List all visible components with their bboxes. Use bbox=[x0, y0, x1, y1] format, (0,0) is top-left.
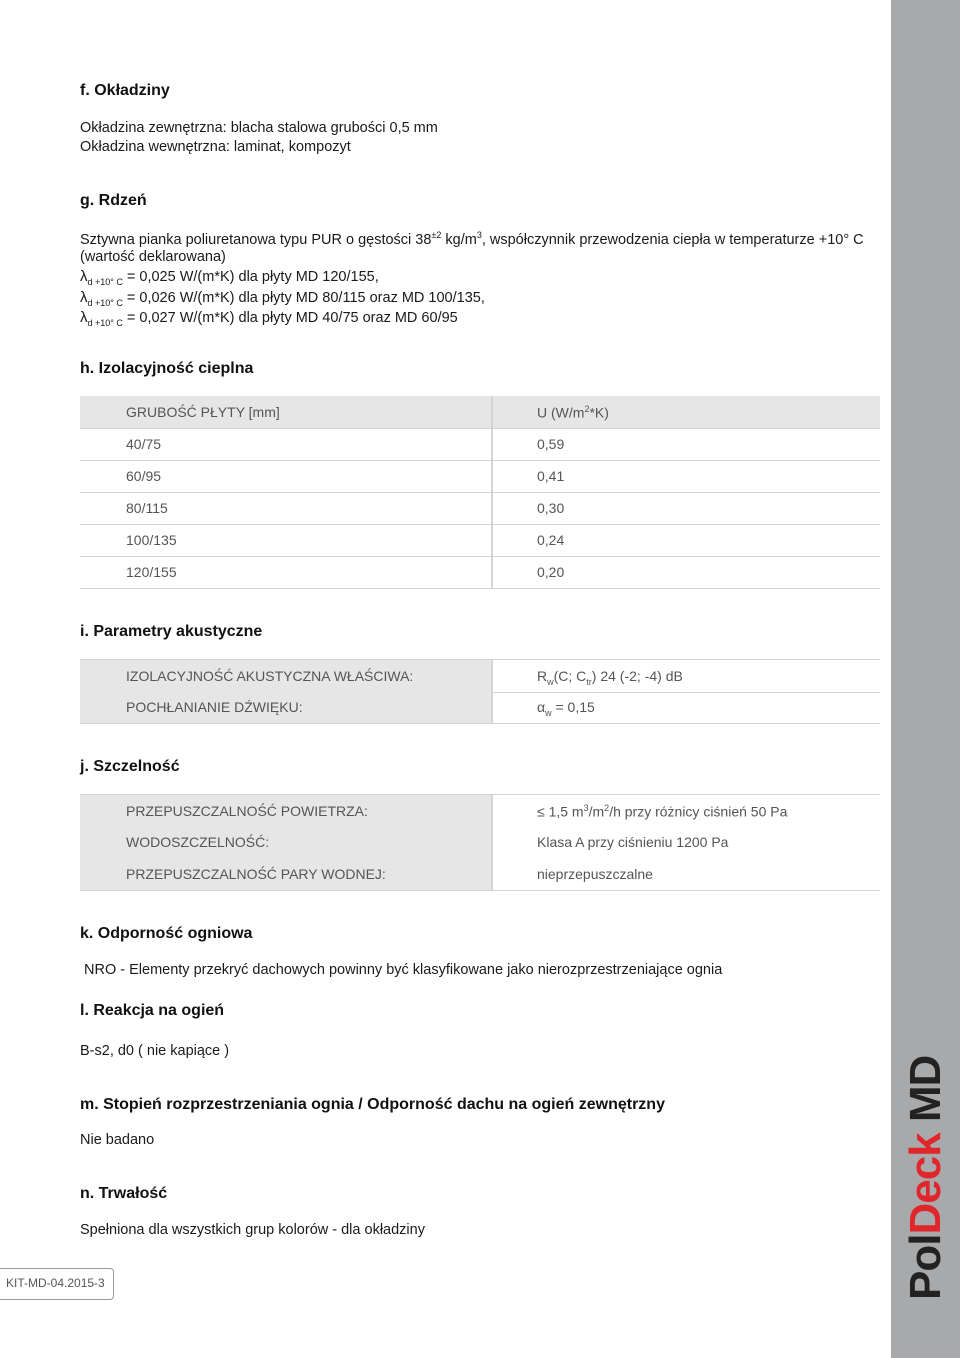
thermal-row: 80/115 0,30 bbox=[80, 492, 880, 525]
section-f-line-2: Okładzina wewnętrzna: laminat, kompozyt bbox=[80, 139, 351, 155]
sound-absorption-label: POCHŁANIANIE DŹWIĘKU: bbox=[126, 699, 303, 715]
thermal-table-header bbox=[80, 396, 880, 429]
tightness-row bbox=[80, 858, 880, 891]
vapour-permeability-value: nieprzepuszczalne bbox=[537, 866, 653, 882]
tightness-row bbox=[80, 794, 880, 827]
section-m-text: Nie badano bbox=[80, 1132, 155, 1148]
section-f-heading: f. Okładziny bbox=[80, 82, 170, 99]
lambda-line-3: $\lambda_{d +10^\circ C} = 0,027$ W/(m*K) dla płyty MD 40/75 oraz MD 60/95 bbox=[80, 309, 458, 328]
section-k-text: NRO - Elementy przekryć dachowych powinny być klasyfikowane jako nierozprzestrzeniające ognia bbox=[84, 962, 723, 978]
lambda-line-2: $\lambda_{d +10^\circ C} = 0,026$ W/(m*K) dla płyty MD 80/115 oraz MD 100/135, bbox=[80, 289, 485, 308]
poldeck-md-logo bbox=[892, 996, 960, 1302]
air-permeability-value: ≤ 1,5 $m^3/m^2/h$ przy różnicy ciśnień 50 Pa bbox=[537, 803, 788, 820]
section-m-heading: m. Stopień rozprzestrzeniania ognia / Odporność dachu na ogień zewnętrzny bbox=[80, 1096, 665, 1113]
section-n-text: Spełniona dla wszystkich grup kolorów - dla okładziny bbox=[80, 1222, 425, 1238]
document-code-tag bbox=[0, 1268, 114, 1300]
thermal-col-u: U $(W/m^2*K)$ bbox=[537, 404, 609, 421]
thermal-row: 120/155 0,20 bbox=[80, 556, 880, 589]
vapour-permeability-label: PRZEPUSZCZALNOŚĆ PARY WODNEJ: bbox=[126, 866, 386, 882]
section-g-intro: Sztywna pianka poliuretanowa typu PUR o gęstości $38^{\pm 2}$ $kg/m^3$, współczynnik przewodzenia ciepła w temperaturze +10° C bbox=[80, 230, 864, 248]
thermal-row: 60/95 0,41 bbox=[80, 460, 880, 493]
section-n-heading: n. Trwałość bbox=[80, 1185, 168, 1202]
acoustic-insulation-label: IZOLACYJNOŚĆ AKUSTYCZNA WŁAŚCIWA: bbox=[126, 668, 414, 684]
air-permeability-label: PRZEPUSZCZALNOŚĆ POWIETRZA: bbox=[126, 803, 368, 819]
document-code: KIT-MD-04.2015-3 bbox=[6, 1276, 105, 1290]
logo-part-deck: Deck bbox=[901, 1133, 950, 1235]
section-l-text: B-s2, d0 ( nie kapiące ) bbox=[80, 1043, 230, 1059]
thermal-row: 100/135 0,24 bbox=[80, 524, 880, 557]
thermal-row: 40/75 0,59 bbox=[80, 428, 880, 461]
logo-part-md: MD bbox=[901, 1055, 950, 1134]
thermal-col-thickness: GRUBOŚĆ PŁYTY [mm] bbox=[126, 404, 280, 420]
lambda-line-1: $\lambda_{d +10^\circ C} = 0,025$ W/(m*K) dla płyty MD 120/155, bbox=[80, 268, 379, 287]
acoustic-insulation-value: $R_w(C$; $C_{tr}$) 24 (-2; -4) dB bbox=[537, 668, 683, 687]
svg-text:PolDeck MD bbox=[901, 1056, 950, 1300]
tightness-row bbox=[80, 826, 880, 858]
section-k-heading: k. Odporność ogniowa bbox=[80, 925, 253, 942]
water-tightness-value: Klasa A przy ciśnieniu 1200 Pa bbox=[537, 834, 729, 850]
acoustic-row bbox=[80, 659, 880, 693]
section-i-heading: i. Parametry akustyczne bbox=[80, 623, 263, 640]
water-tightness-label: WODOSZCZELNOŚĆ: bbox=[126, 834, 270, 850]
section-j-heading: j. Szczelność bbox=[80, 758, 180, 775]
logo-part-pol: Pol bbox=[901, 1234, 950, 1300]
section-g-intro-line2: (wartość deklarowana) bbox=[80, 249, 226, 265]
section-f-line-1: Okładzina zewnętrzna: blacha stalowa grubości 0,5 mm bbox=[80, 120, 438, 136]
section-l-heading: l. Reakcja na ogień bbox=[80, 1002, 225, 1019]
section-g-heading: g. Rdzeń bbox=[80, 192, 147, 209]
acoustic-row bbox=[80, 691, 880, 724]
sound-absorption-value: $\alpha_w = 0,15$ bbox=[537, 699, 595, 718]
section-h-heading: h. Izolacyjność cieplna bbox=[80, 360, 254, 377]
